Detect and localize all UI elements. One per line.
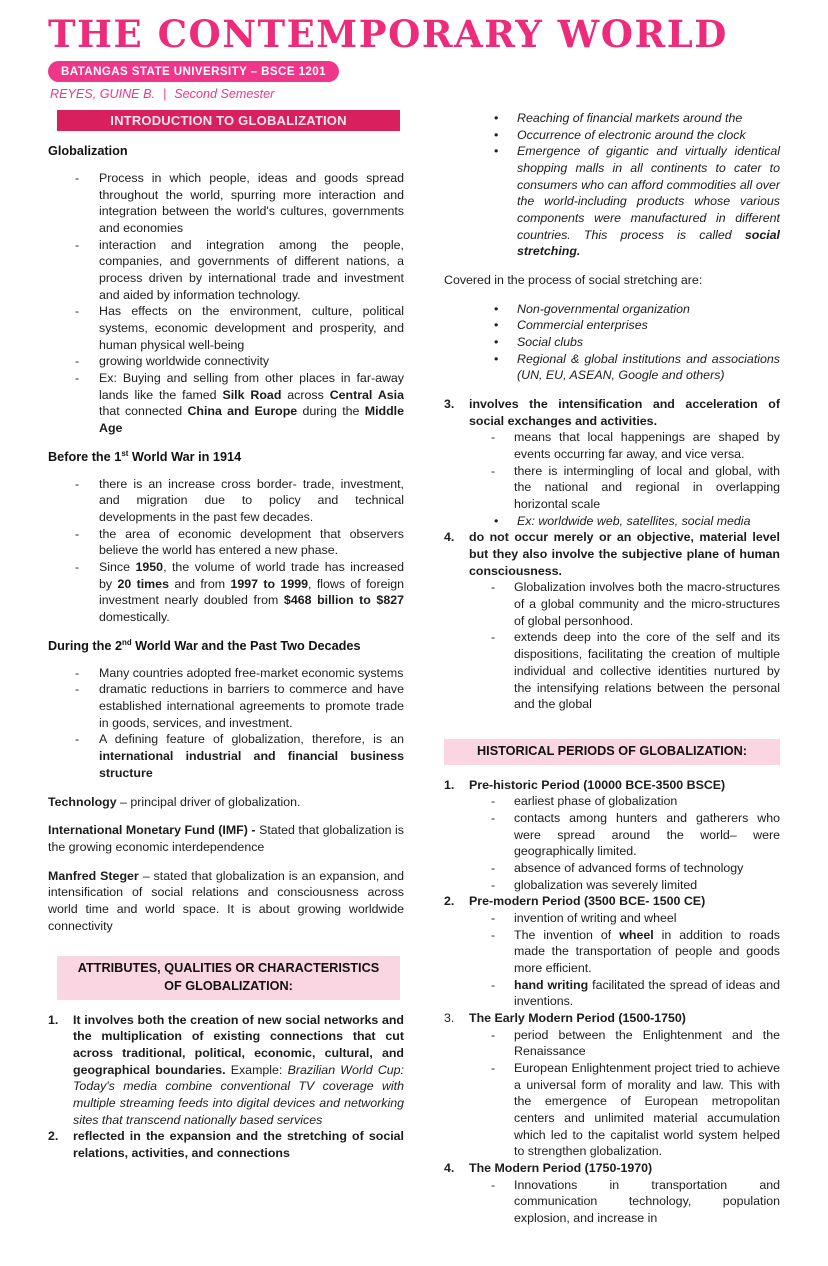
author-name: REYES, GUINE B. (50, 87, 155, 101)
list-item: • Commercial enterprises (444, 317, 780, 334)
sub-points-list (469, 1177, 780, 1227)
list-item: - Ex: Buying and selling from other places in far-away lands like the famed Silk Road across Central Asia that connected China and Europe during the Middle Age (48, 370, 404, 437)
item-number: 2. (444, 894, 455, 909)
right-column (444, 110, 780, 1239)
document-header (48, 12, 780, 101)
list-item: - A defining feature of globalization, therefore, is an international industrial and financial business structure (48, 731, 404, 781)
list-item: - Globalization involves both the macro-structures of a global community and the micro-structures of global personhood. (469, 579, 780, 629)
section-header-attributes: ATTRIBUTES, QUALITIES OR CHARACTERISTICS OF GLOBALIZATION: (57, 956, 400, 1000)
list-item: • Non-governmental organization (444, 301, 780, 318)
list-item: - Innovations in transportation and communication technology, population explosion, and increase in (469, 1177, 780, 1227)
item-number: 1. (48, 1012, 59, 1027)
numbered-item (48, 1012, 404, 1129)
stretching-bullets-list (444, 110, 780, 260)
list-item: - Many countries adopted free-market economic systems (48, 665, 404, 682)
left-column (48, 110, 404, 1239)
sub-points-list (469, 429, 780, 512)
section-header-historical-periods: HISTORICAL PERIODS OF GLOBALIZATION: (444, 739, 780, 765)
period-title: Pre-historic Period (10000 BCE-3500 BSCE) (469, 777, 726, 792)
period-title: The Modern Period (1750-1970) (469, 1161, 653, 1176)
list-item: - Since 1950, the volume of world trade has increased by 20 times and from 1997 to 1999, flows of foreign investment nearly doubled from $468 billion to $827 domestically. (48, 559, 404, 626)
numbered-item (444, 893, 780, 1010)
two-column-layout (48, 110, 780, 1239)
imf-definition: International Monetary Fund (IMF) - Stated that globalization is the growing economic interdependence (48, 823, 404, 854)
period-title: The Early Modern Period (1500-1750) (469, 1011, 686, 1026)
list-item: • Regional & global institutions and associations (UN, EU, ASEAN, Google and others) (444, 351, 780, 384)
list-item: • Ex: worldwide web, satellites, social media (469, 513, 780, 530)
byline-divider: | (162, 87, 167, 101)
numbered-item (444, 777, 780, 894)
list-item: - means that local happenings are shaped by events occurring far away, and vice versa. (469, 429, 780, 462)
during-ww2-points-list (48, 665, 404, 782)
list-item: - Process in which people, ideas and goods spread throughout the world, spurring more interaction and integration between the world's cultures, governments and economies (48, 170, 404, 237)
heading-during-ww2: During the 2nd World War and the Past Two Decades (48, 637, 361, 653)
list-item: - extends deep into the core of the self and its dispositions, facilitating the creation of multiple individual and collective identities nurtured by the intensifying relations between the personal and the global (469, 629, 780, 712)
list-item: - earliest phase of globalization (469, 793, 780, 810)
list-item: • Social clubs (444, 334, 780, 351)
covered-entities-list (444, 301, 780, 384)
period-title: Pre-modern Period (3500 BCE- 1500 CE) (469, 894, 706, 909)
section-header-introduction: INTRODUCTION TO GLOBALIZATION (57, 110, 400, 131)
heading-globalization: Globalization (48, 144, 128, 158)
list-item: • Emergence of gigantic and virtually identical shopping malls in all continents to cater to consumers who can afford commodities all over the world-including products whose various components were manufactured in different countries. This process is called social stretching. (444, 143, 780, 260)
list-item: - invention of writing and wheel (469, 910, 780, 927)
historical-periods-list (444, 777, 780, 1227)
list-item: - absence of advanced forms of technology (469, 860, 780, 877)
technology-definition: Technology – principal driver of globalization. (48, 794, 301, 809)
byline (50, 87, 780, 101)
list-item: • Reaching of financial markets around the (444, 110, 780, 127)
sub-points-list (469, 1027, 780, 1160)
item-number: 4. (444, 530, 455, 545)
item-number: 3. (444, 1011, 455, 1026)
list-item: - globalization was severely limited (469, 877, 780, 894)
numbered-item (444, 396, 780, 529)
sub-points-list (469, 910, 780, 1010)
attributes-numbered-list (48, 1012, 404, 1162)
list-item: - the area of economic development that observers believe the world has entered a new phase. (48, 526, 404, 559)
list-item: - hand writing facilitated the spread of ideas and inventions. (469, 977, 780, 1010)
item-number: 1. (444, 777, 455, 792)
item-number: 2. (48, 1129, 59, 1144)
sub-points-list (469, 579, 780, 712)
globalization-points-list (48, 170, 404, 437)
list-item: - period between the Enlightenment and the Renaissance (469, 1027, 780, 1060)
numbered-item (444, 529, 780, 712)
semester-label: Second Semester (174, 87, 275, 101)
item-text: involves the intensification and acceleration of social exchanges and activities. (469, 397, 780, 428)
item-number: 4. (444, 1161, 455, 1176)
steger-definition: Manfred Steger – stated that globalization is an expansion, and intensification of social relations and consciousness across world time and world space. It is about growing worldwide connectivity (48, 868, 405, 933)
example-bullet-list (469, 513, 780, 530)
list-item: - European Enlightenment project tried to achieve a universal form of morality and law. This with the emergence of European metropolitan centers and unlimited material accumulation which led to the capitalist world system helped to strengthen globalization. (469, 1060, 780, 1160)
page-title: THE CONTEMPORARY WORLD (48, 12, 728, 56)
list-item: - interaction and integration among the people, companies, and governments of different nations, a process driven by international trade and investment and aided by information technology. (48, 237, 404, 304)
characteristics-continued-list (444, 396, 780, 713)
numbered-item (48, 1128, 404, 1161)
covered-intro-paragraph: Covered in the process of social stretching are: (444, 273, 703, 288)
list-item: - The invention of wheel in addition to roads made the transportation of people and goods more efficient. (469, 927, 780, 977)
list-item: - dramatic reductions in barriers to commerce and have established international agreements to promote trade in goods, services, and investment. (48, 681, 404, 731)
university-badge: BATANGAS STATE UNIVERSITY – BSCE 1201 (48, 61, 339, 82)
list-item: - growing worldwide connectivity (48, 353, 404, 370)
list-item: • Occurrence of electronic around the clock (444, 127, 780, 144)
heading-before-ww1: Before the 1st World War in 1914 (48, 448, 242, 464)
numbered-item (444, 1010, 780, 1160)
list-item: - there is an increase cross border- trade, investment, and migration due to policy and technical developments in the past few decades. (48, 476, 404, 526)
list-item: - Has effects on the environment, culture, political systems, economic development and prosperity, and human physical well-being (48, 303, 404, 353)
list-item: - there is intermingling of local and global, with the national and regional in overlapping horizontal scale (469, 463, 780, 513)
numbered-item (444, 1160, 780, 1227)
item-text: reflected in the expansion and the stretching of social relations, activities, and connections (73, 1129, 404, 1161)
list-item: - contacts among hunters and gatherers who were spread around the world– were geographically limited. (469, 810, 780, 860)
before-ww1-points-list (48, 476, 404, 626)
item-text: do not occur merely or an objective, material level but they also involve the subjective plane of human consciousness. (469, 530, 780, 578)
item-number: 3. (444, 397, 455, 412)
sub-points-list (469, 793, 780, 893)
item-text: It involves both the creation of new social networks and the multiplication of existing connections that cut across traditional, political, economic, cultural, and geographical boundaries. Example: Brazilian World Cup: Today's media combine conventional TV coverage with multiple streaming feeds into digital devices and networking sites that transcend nationally based services (73, 1012, 404, 1127)
